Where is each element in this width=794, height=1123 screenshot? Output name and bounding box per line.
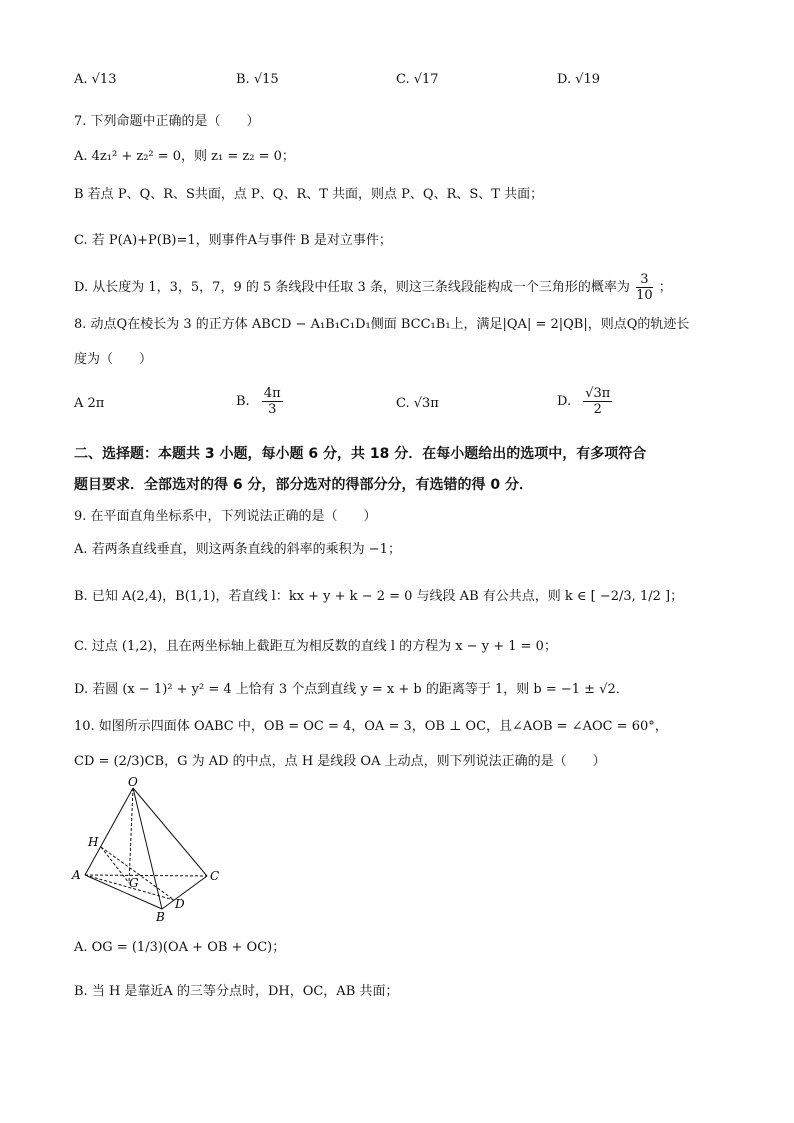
tetrahedron-figure	[70, 775, 240, 925]
q7-option-d-fraction	[636, 272, 653, 303]
q7-stem: 7. 下列命题中正确的是（ ）	[74, 114, 260, 129]
q9-option-c: C. 过点 (1,2)，且在两坐标轴上截距互为相反数的直线 l 的方程为 x − y + 1 = 0；	[74, 639, 557, 654]
q8-option-a: A 2π	[74, 396, 105, 411]
edge-OB	[133, 788, 162, 909]
q7-option-d-text: D. 从长度为 1，3，5，7，9 的 5 条线段中任取 3 条，则这三条线段能构成一个三角形的概率为	[74, 280, 630, 295]
edge-AB	[85, 875, 162, 909]
label-O: O	[128, 775, 138, 789]
section2-heading-line2: 题目要求．全部选对的得 6 分，部分选对的得部分分，有选错的得 0 分．	[74, 477, 533, 493]
q8-option-b-label: B.	[236, 394, 250, 409]
segment-HD	[101, 847, 174, 900]
q10-option-b: B. 当 H 是靠近A 的三等分点时，DH，OC，AB 共面；	[74, 984, 399, 999]
q8-stem-line1: 8. 动点Q在棱长为 3 的正方体 ABCD − A₁B₁C₁D₁侧面 BCC₁B₁上，满足|QA| = 2|QB|，则点Q的轨迹长	[74, 317, 690, 332]
label-B: B	[156, 910, 165, 924]
fraction-denominator: 3	[268, 402, 277, 417]
q8-option-d	[557, 386, 612, 417]
q7-option-d-tail: ；	[658, 280, 672, 295]
section2-heading-line1: 二、选择题：本题共 3 小题，每小题 6 分，共 18 分．在每小题给出的选项中，有多项符合	[74, 446, 647, 462]
q10-option-a: A. OG = (1/3)(OA + OB + OC)；	[74, 940, 286, 955]
q7-option-c: C. 若 P(A)+P(B)=1，则事件A与事件 B 是对立事件；	[74, 233, 392, 248]
segment-HG	[101, 847, 129, 883]
q8-stem-line2: 度为（ ）	[74, 352, 153, 367]
q7-option-d	[74, 272, 672, 303]
q9-option-b: B. 已知 A(2,4)，B(1,1)，若直线 l：kx + y + k − 2 = 0 与线段 AB 有公共点，则 k ∈ [ −2/3, 1/2 ]；	[74, 589, 684, 604]
edge-OC	[133, 788, 207, 876]
label-D: D	[175, 897, 185, 911]
q8-option-b-fraction	[262, 386, 283, 417]
fraction-numerator: 3	[636, 272, 653, 288]
q6-option-b: B. √15	[236, 72, 279, 87]
q6-option-d: D. √19	[557, 72, 601, 87]
q7-option-b: B 若点 P、Q、R、S共面，点 P、Q、R、T 共面，则点 P、Q、R、S、T 共面；	[74, 187, 544, 202]
q7-option-a: A. 4z₁² + z₂² = 0，则 z₁ = z₂ = 0；	[74, 149, 295, 164]
q8-option-c: C. √3π	[396, 396, 439, 411]
q9-stem: 9. 在平面直角坐标系中，下列说法正确的是（ ）	[74, 509, 377, 524]
q10-stem-line1: 10. 如图所示四面体 OABC 中，OB = OC = 4，OA = 3，OB ⊥ OC，且∠AOB = ∠AOC = 60°，	[74, 719, 668, 734]
q8-option-b	[236, 386, 283, 417]
label-H: H	[88, 835, 99, 849]
q9-option-a: A. 若两条直线垂直，则这两条直线的斜率的乘积为 −1；	[74, 542, 401, 557]
q10-stem-line2: CD = (2/3)CB，G 为 AD 的中点，点 H 是线段 OA 上动点，则下列说法正确的是（ ）	[74, 754, 606, 769]
fraction-denominator: 2	[593, 402, 602, 417]
edge-AC	[85, 875, 207, 876]
label-G: G	[129, 876, 139, 890]
label-A: A	[72, 868, 81, 882]
q6-option-a: A. √13	[74, 72, 117, 87]
fraction-numerator: 4π	[263, 386, 281, 401]
fraction-numerator: √3π	[585, 386, 611, 401]
q8-option-d-fraction	[583, 386, 612, 417]
label-C: C	[210, 869, 220, 883]
fraction-denominator: 10	[636, 288, 653, 303]
q8-option-d-label: D.	[557, 394, 572, 409]
q6-option-c: C. √17	[396, 72, 439, 87]
edge-OA	[85, 788, 133, 875]
q9-option-d: D. 若圆 (x − 1)² + y² = 4 上恰有 3 个点到直线 y = x + b 的距离等于 1，则 b = −1 ± √2．	[74, 682, 629, 697]
